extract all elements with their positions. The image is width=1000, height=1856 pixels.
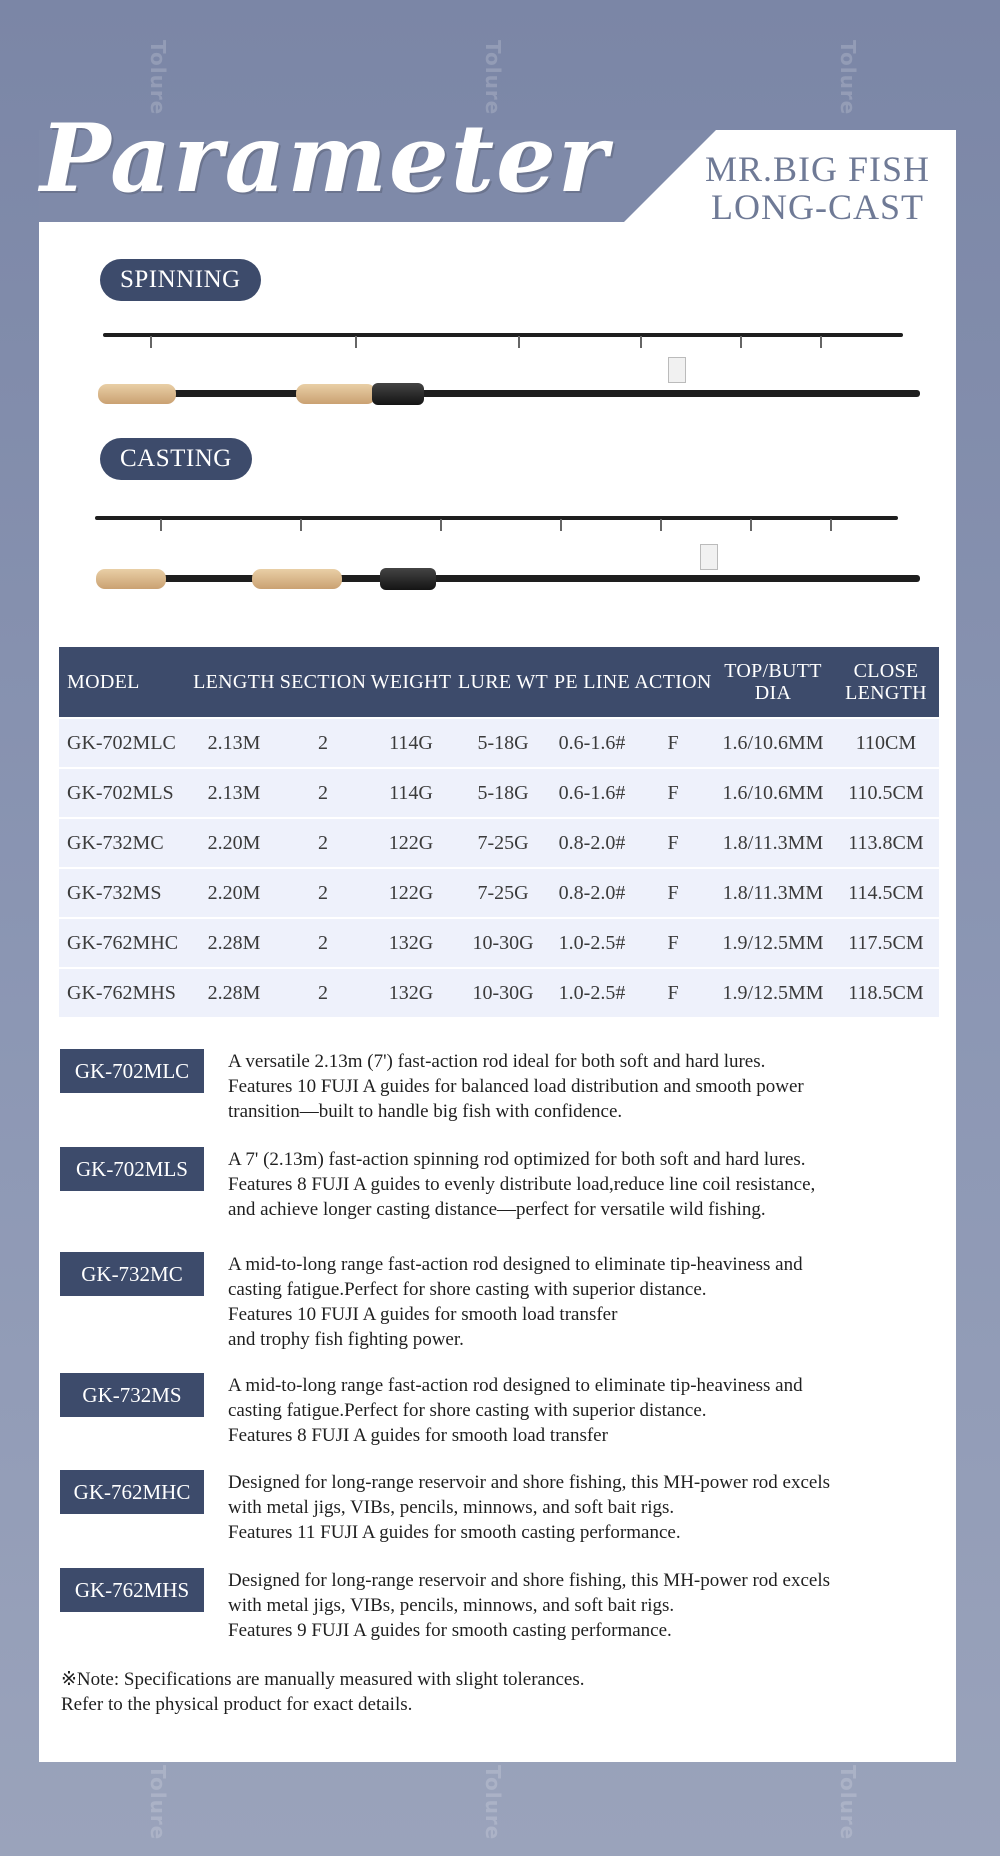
model-badge: GK-702MLC	[60, 1049, 204, 1093]
measurement-note	[61, 1667, 584, 1717]
rod-guide-icon	[640, 336, 642, 348]
table-header-row	[59, 647, 939, 718]
cell-close-length: 118.5CM	[833, 968, 939, 1017]
table-row	[59, 768, 939, 818]
description-text: A versatile 2.13m (7') fast-action rod ideal for both soft and hard lures. Features 10 FUJI A guides for balanced load distribution and smooth power transition—built to handle big fish with confidence.	[228, 1051, 804, 1122]
cell-weight: 122G	[367, 818, 455, 868]
casting-label: CASTING	[100, 438, 252, 480]
cell-lure-wt: 7-25G	[455, 868, 551, 918]
col-header-section: SECTION	[279, 647, 367, 718]
rod-guide-icon	[355, 336, 357, 348]
cell-section: 2	[279, 818, 367, 868]
model-badge: GK-762MHC	[60, 1470, 204, 1514]
rod-rear-grip	[96, 569, 166, 589]
cell-close-length: 117.5CM	[833, 918, 939, 968]
cell-lure-wt: 5-18G	[455, 718, 551, 768]
note-line-1: ※Note: Specifications are manually measured with slight tolerances.	[61, 1669, 585, 1690]
col-header-action: ACTION	[633, 647, 713, 718]
table-row	[59, 968, 939, 1017]
rod-guide-icon	[820, 336, 822, 348]
cell-close-length: 110CM	[833, 718, 939, 768]
spinning-label: SPINNING	[100, 259, 261, 301]
cell-action: F	[633, 868, 713, 918]
rod-guide-icon	[160, 519, 162, 531]
col-header-top-butt-dia: TOP/BUTT DIA	[713, 647, 833, 718]
cell-length: 2.28M	[189, 918, 279, 968]
rod-tip-section	[103, 333, 903, 337]
cell-close-length: 114.5CM	[833, 868, 939, 918]
cell-pe-line: 0.6-1.6#	[551, 718, 633, 768]
rod-guide-icon	[660, 519, 662, 531]
brand-block	[705, 150, 930, 226]
rod-fore-grip	[252, 569, 342, 589]
model-badge: GK-732MC	[60, 1252, 204, 1296]
cell-action: F	[633, 718, 713, 768]
cell-weight: 122G	[367, 868, 455, 918]
description-text: A mid-to-long range fast-action rod designed to eliminate tip-heaviness and casting fatigue.Perfect for shore casting with superior distance. Features 10 FUJI A guides for smooth load transfer and trophy fish fighting power.	[228, 1254, 803, 1350]
cell-top-butt-dia: 1.9/12.5MM	[713, 968, 833, 1017]
cell-lure-wt: 10-30G	[455, 968, 551, 1017]
cell-section: 2	[279, 768, 367, 818]
cell-model: GK-732MC	[59, 818, 189, 868]
col-header-length: LENGTH	[189, 647, 279, 718]
cell-top-butt-dia: 1.8/11.3MM	[713, 868, 833, 918]
cell-model: GK-762MHS	[59, 968, 189, 1017]
cell-pe-line: 1.0-2.5#	[551, 918, 633, 968]
cell-model: GK-702MLS	[59, 768, 189, 818]
cell-lure-wt: 5-18G	[455, 768, 551, 818]
cell-top-butt-dia: 1.8/11.3MM	[713, 818, 833, 868]
rod-tip-section	[95, 516, 898, 520]
col-header-weight: WEIGHT	[367, 647, 455, 718]
description-text: Designed for long-range reservoir and shore fishing, this MH-power rod excels with metal jigs, VIBs, pencils, minnows, and soft bait rigs. Features 11 FUJI A guides for smooth casting performance.	[228, 1472, 831, 1543]
brand-line-2: LONG-CAST	[710, 187, 924, 227]
cell-action: F	[633, 918, 713, 968]
description-text: A mid-to-long range fast-action rod designed to eliminate tip-heaviness and casting fatigue.Perfect for shore casting with superior distance. Features 8 FUJI A guides for smooth load transfer	[228, 1375, 803, 1446]
model-badge: GK-762MHS	[60, 1568, 204, 1612]
cell-close-length: 110.5CM	[833, 768, 939, 818]
cell-action: F	[633, 818, 713, 868]
cell-weight: 114G	[367, 718, 455, 768]
watermark: Tolure	[836, 40, 860, 116]
col-header-lure-wt: LURE WT	[455, 647, 551, 718]
col-header-pe-line: PE LINE	[551, 647, 633, 718]
rod-reel-seat	[380, 568, 436, 590]
cell-length: 2.13M	[189, 718, 279, 768]
rod-rear-grip	[98, 384, 176, 404]
model-badge: GK-732MS	[60, 1373, 204, 1417]
note-line-2: Refer to the physical product for exact details.	[61, 1694, 413, 1715]
cell-model: GK-702MLC	[59, 718, 189, 768]
rod-guide-icon	[300, 519, 302, 531]
rod-reel-seat	[372, 383, 424, 405]
spec-table	[59, 647, 939, 1017]
table-row	[59, 868, 939, 918]
rod-tag-icon	[700, 544, 718, 570]
rod-guide-icon	[440, 519, 442, 531]
rod-tag-icon	[668, 357, 686, 383]
table-row	[59, 918, 939, 968]
cell-action: F	[633, 968, 713, 1017]
watermark: Tolure	[146, 40, 170, 116]
cell-length: 2.20M	[189, 868, 279, 918]
watermark: Tolure	[481, 40, 505, 116]
cell-close-length: 113.8CM	[833, 818, 939, 868]
rod-guide-icon	[518, 336, 520, 348]
description-text: Designed for long-range reservoir and shore fishing, this MH-power rod excels with metal jigs, VIBs, pencils, minnows, and soft bait rigs. Features 9 FUJI A guides for smooth casting performance.	[228, 1570, 831, 1641]
rod-fore-grip	[296, 384, 376, 404]
cell-top-butt-dia: 1.9/12.5MM	[713, 918, 833, 968]
cell-section: 2	[279, 868, 367, 918]
cell-weight: 114G	[367, 768, 455, 818]
col-header-model: MODEL	[59, 647, 189, 718]
cell-weight: 132G	[367, 918, 455, 968]
cell-length: 2.20M	[189, 818, 279, 868]
cell-section: 2	[279, 968, 367, 1017]
cell-pe-line: 0.8-2.0#	[551, 818, 633, 868]
rod-butt-section	[100, 390, 920, 397]
cell-top-butt-dia: 1.6/10.6MM	[713, 718, 833, 768]
cell-action: F	[633, 768, 713, 818]
watermark: Tolure	[146, 1765, 170, 1841]
description-text: A 7' (2.13m) fast-action spinning rod optimized for both soft and hard lures. Features 8 FUJI A guides to evenly distribute load,reduce line coil resistance, and achieve longer casting distance—perfect for versatile wild fishing.	[228, 1149, 816, 1220]
brand-line-1: MR.BIG FISH	[704, 149, 930, 189]
cell-lure-wt: 10-30G	[455, 918, 551, 968]
cell-model: GK-732MS	[59, 868, 189, 918]
col-header-close-length: CLOSE LENGTH	[833, 647, 939, 718]
cell-section: 2	[279, 918, 367, 968]
cell-length: 2.13M	[189, 768, 279, 818]
model-badge: GK-702MLS	[60, 1147, 204, 1191]
rod-guide-icon	[740, 336, 742, 348]
rod-butt-section	[98, 575, 920, 582]
cell-top-butt-dia: 1.6/10.6MM	[713, 768, 833, 818]
cell-model: GK-762MHC	[59, 918, 189, 968]
cell-section: 2	[279, 718, 367, 768]
rod-guide-icon	[560, 519, 562, 531]
table-row	[59, 718, 939, 768]
rod-guide-icon	[750, 519, 752, 531]
cell-lure-wt: 7-25G	[455, 818, 551, 868]
cell-pe-line: 1.0-2.5#	[551, 968, 633, 1017]
cell-pe-line: 0.8-2.0#	[551, 868, 633, 918]
cell-pe-line: 0.6-1.6#	[551, 768, 633, 818]
cell-weight: 132G	[367, 968, 455, 1017]
rod-guide-icon	[830, 519, 832, 531]
table-row	[59, 818, 939, 868]
watermark: Tolure	[836, 1765, 860, 1841]
page-title: Parameter	[40, 104, 610, 214]
rod-guide-icon	[150, 336, 152, 348]
watermark: Tolure	[481, 1765, 505, 1841]
cell-length: 2.28M	[189, 968, 279, 1017]
